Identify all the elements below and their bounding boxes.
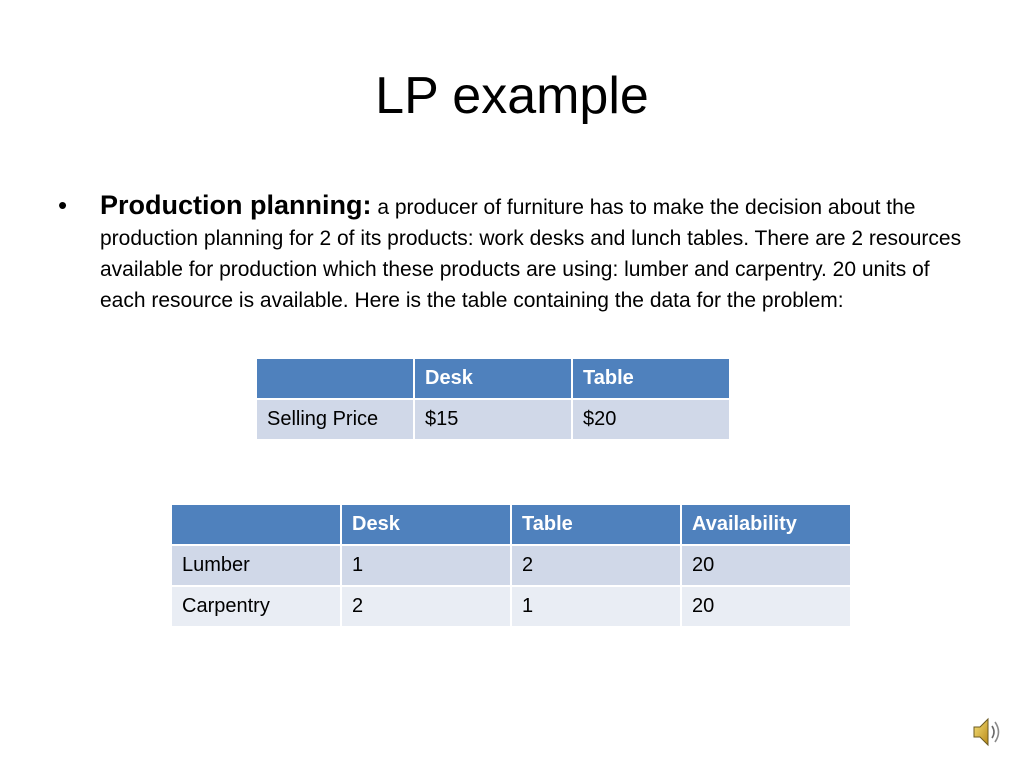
table-header-cell <box>256 358 414 399</box>
table-cell: Selling Price <box>256 399 414 440</box>
resource-table <box>170 503 852 628</box>
price-table <box>255 357 731 441</box>
table-cell: 2 <box>511 545 681 586</box>
bullet-dot: • <box>58 190 68 220</box>
table-cell: 20 <box>681 545 851 586</box>
bullet-lead: Production planning <box>100 190 363 220</box>
table-cell: Lumber <box>171 545 341 586</box>
table-row <box>256 399 730 440</box>
speaker-icon[interactable] <box>972 714 1002 750</box>
table-cell: 1 <box>341 545 511 586</box>
table-header-cell: Table <box>572 358 730 399</box>
slide-title: LP example <box>375 67 649 125</box>
table-header-cell: Availability <box>681 504 851 545</box>
table-cell: $15 <box>414 399 572 440</box>
table-cell: 2 <box>341 586 511 627</box>
table-header-cell: Desk <box>414 358 572 399</box>
table-header-cell: Desk <box>341 504 511 545</box>
table-header-row <box>171 504 851 545</box>
bullet-separator: : <box>362 190 372 220</box>
bullet-paragraph <box>58 190 970 316</box>
table-cell: $20 <box>572 399 730 440</box>
table-cell: Carpentry <box>171 586 341 627</box>
bullet-text: a producer of furniture has to make the decision about the production planning for 2 of its products: work desks and lunch tables. There are 2 resources available for production which these products are using: lumber and carpentry. 20 units of each resource is available. Here is the table containing the data for the problem: <box>100 196 962 312</box>
table-cell: 20 <box>681 586 851 627</box>
table-cell: 1 <box>511 586 681 627</box>
table-header-cell <box>171 504 341 545</box>
table-row <box>171 586 851 627</box>
table-header-row <box>256 358 730 399</box>
table-header-cell: Table <box>511 504 681 545</box>
table-row <box>171 545 851 586</box>
